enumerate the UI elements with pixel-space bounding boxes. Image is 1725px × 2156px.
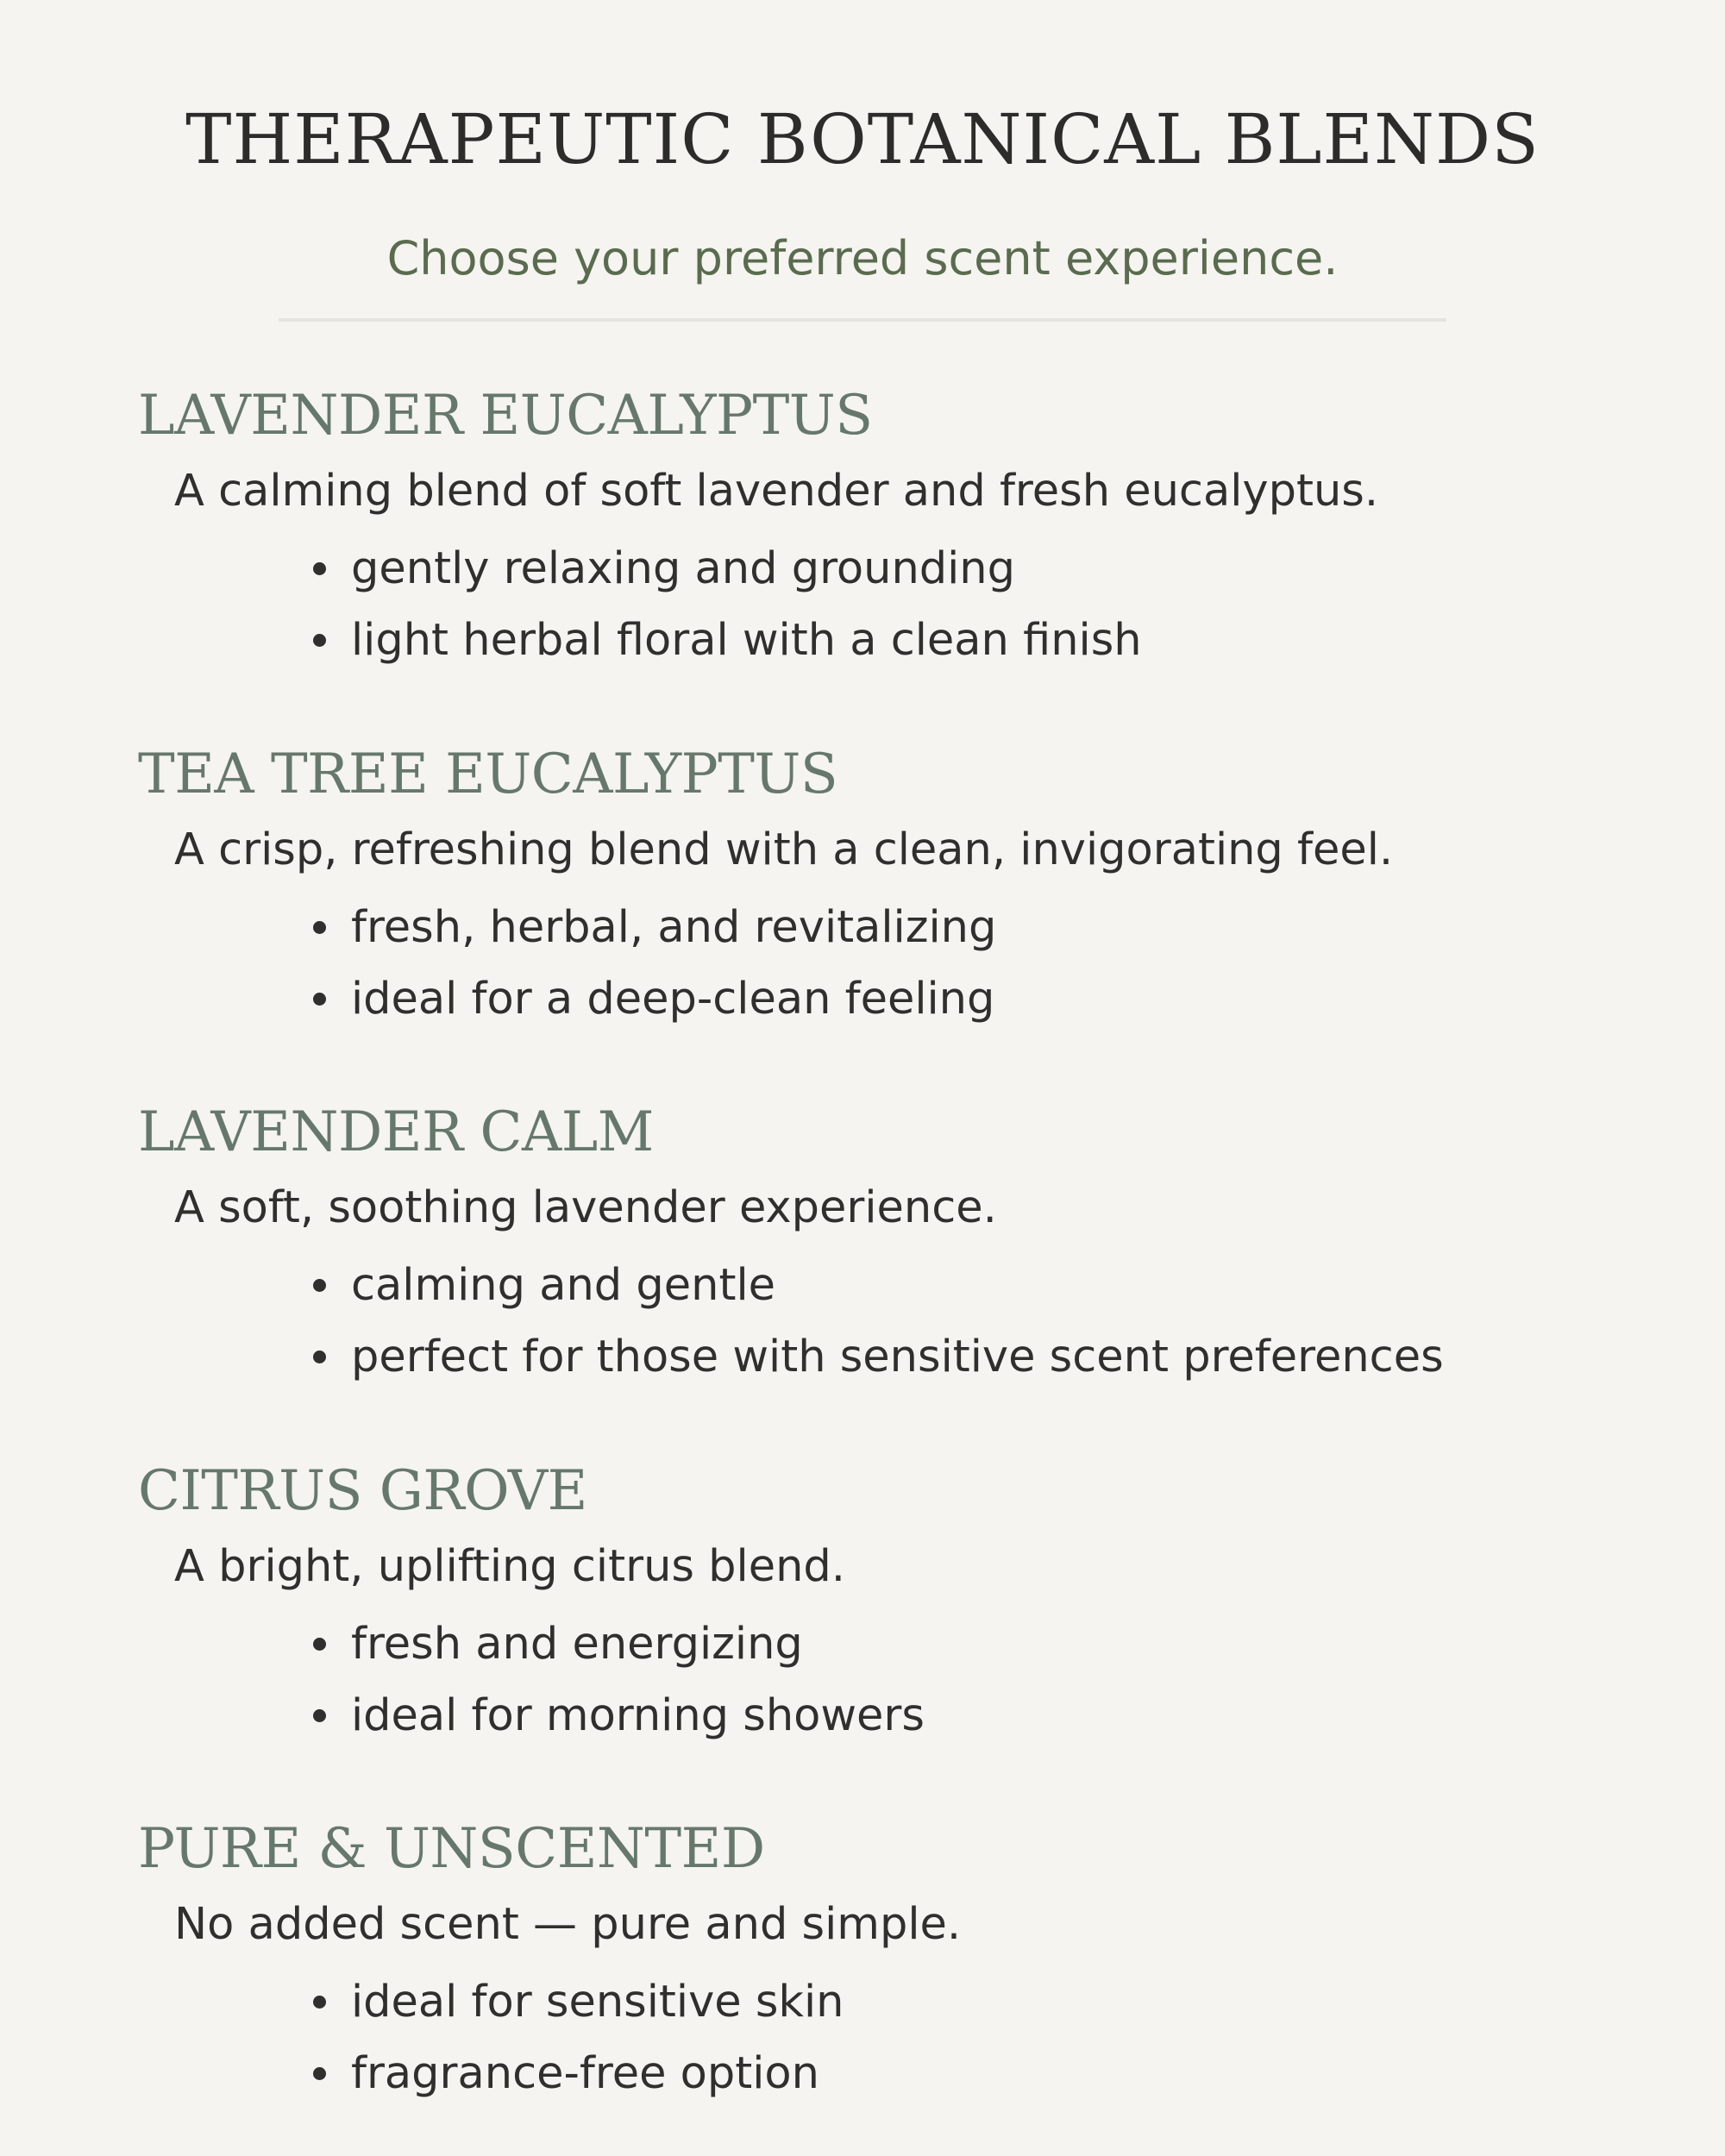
blend-section-citrus-grove [138, 1459, 1656, 1752]
feature-item [313, 963, 1656, 1035]
bullet-icon [313, 921, 326, 934]
bullet-icon [313, 1638, 326, 1651]
blend-section-tea-tree-eucalyptus [138, 743, 1656, 1035]
blend-heading: CITRUS GROVE [138, 1459, 587, 1523]
blend-section-lavender-eucalyptus [138, 384, 1656, 676]
bullet-icon [313, 993, 326, 1006]
bullet-icon [313, 1996, 326, 2009]
feature-text: ideal for morning showers [351, 1690, 925, 1741]
blend-description: A soft, soothing lavender experience. [174, 1182, 997, 1233]
feature-item [313, 1321, 1656, 1393]
blend-description: No added scent — pure and simple. [174, 1899, 962, 1950]
feature-text: fresh, herbal, and revitalizing [351, 902, 997, 953]
feature-list [313, 1608, 1656, 1752]
feature-text: perfect for those with sensitive scent preferences [351, 1332, 1444, 1382]
bullet-icon [313, 1279, 326, 1292]
feature-item [313, 533, 1656, 605]
bullet-icon [313, 562, 326, 575]
feature-text: gently relaxing and grounding [351, 543, 1016, 594]
feature-text: ideal for sensitive skin [351, 1977, 844, 2028]
feature-item [313, 605, 1656, 676]
page-title: THERAPEUTIC BOTANICAL BLENDS [185, 99, 1540, 179]
bullet-icon [313, 2067, 326, 2080]
feature-list [313, 892, 1656, 1035]
feature-text: calming and gentle [351, 1260, 775, 1311]
bullet-icon [313, 634, 326, 647]
page-subtitle: Choose your preferred scent experience. [386, 231, 1339, 285]
blend-heading: PURE & UNSCENTED [138, 1817, 765, 1881]
feature-item [313, 1608, 1656, 1680]
feature-item [313, 1966, 1656, 2038]
feature-item [313, 2038, 1656, 2109]
feature-list [313, 1966, 1656, 2109]
bullet-icon [313, 1709, 326, 1722]
blend-heading: TEA TREE EUCALYPTUS [138, 743, 838, 806]
feature-item [313, 1250, 1656, 1321]
feature-text: light herbal floral with a clean finish [351, 615, 1142, 666]
feature-text: fragrance-free option [351, 2048, 819, 2099]
feature-item [313, 1680, 1656, 1752]
blend-description: A calming blend of soft lavender and fresh eucalyptus. [174, 466, 1379, 517]
blend-description: A bright, uplifting citrus blend. [174, 1541, 845, 1592]
blend-description: A crisp, refreshing blend with a clean, invigorating feel. [174, 824, 1394, 875]
feature-list [313, 533, 1656, 676]
blend-heading: LAVENDER CALM [138, 1100, 654, 1164]
feature-text: ideal for a deep-clean feeling [351, 974, 995, 1025]
divider [279, 318, 1446, 322]
feature-list [313, 1250, 1656, 1393]
bullet-icon [313, 1351, 326, 1363]
feature-item [313, 892, 1656, 963]
feature-text: fresh and energizing [351, 1619, 803, 1670]
blend-heading: LAVENDER EUCALYPTUS [138, 384, 873, 448]
blend-section-pure-unscented [138, 1817, 1656, 2109]
blend-section-lavender-calm [138, 1100, 1656, 1393]
